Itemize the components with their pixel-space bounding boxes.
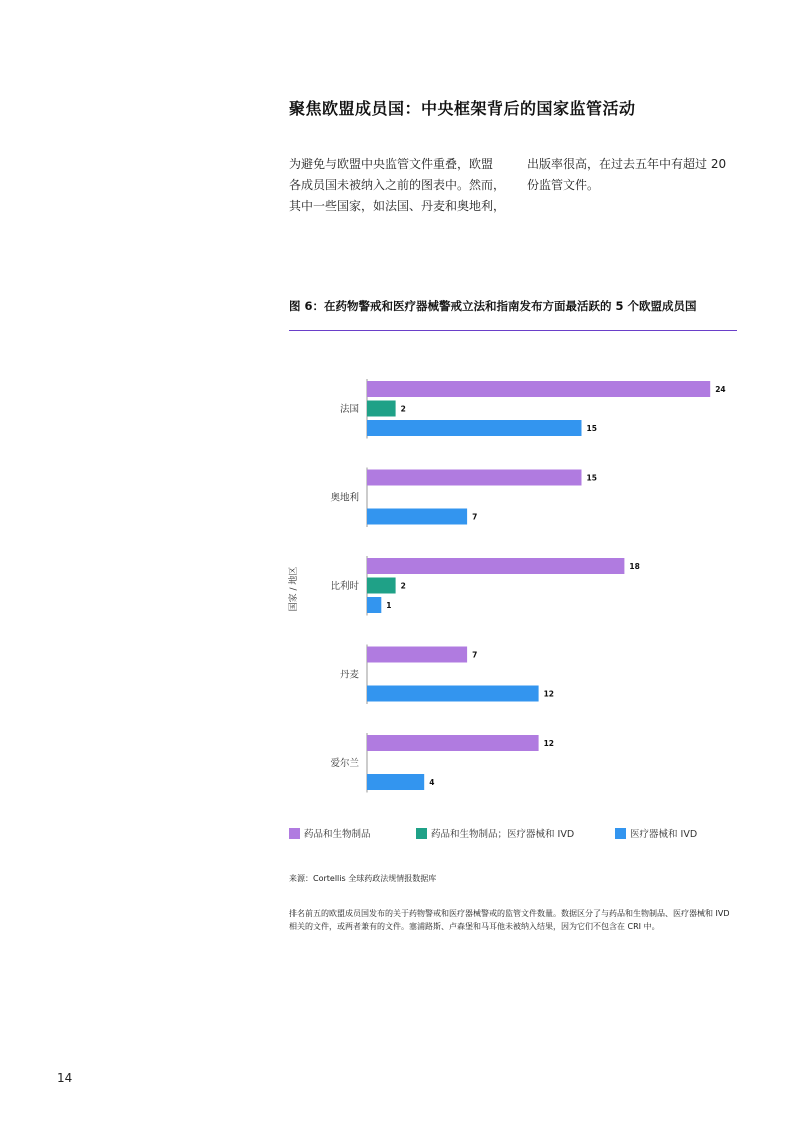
legend-swatch: [416, 828, 427, 839]
category-label: 丹麦: [339, 669, 359, 681]
paragraph-line: 各成员国未被纳入之前的图表中。然而，: [289, 178, 506, 192]
paragraph-line: 份监管文件。: [527, 178, 600, 192]
data-label: 12: [543, 689, 555, 699]
legend-swatch: [615, 828, 626, 839]
legend-item: [615, 826, 697, 840]
paragraph-left-column: [289, 154, 505, 217]
legend-item: [416, 826, 574, 840]
bar: [367, 401, 396, 417]
data-label: 2: [400, 404, 406, 414]
figure-footnote: [289, 907, 749, 933]
legend-label: 药品和生物制品: [304, 829, 371, 840]
bar: [367, 470, 582, 486]
page-number: 14: [57, 1071, 73, 1085]
data-label: 1: [386, 601, 392, 610]
footnote-line: 排名前五的欧盟成员国发布的关于药物警戒和医疗器械警戒的监管文件数量。数据区分了与药品和生物制品、医疗器械和 IVD: [289, 909, 730, 918]
y-axis-title: 国家 / 地区: [289, 566, 299, 612]
bar: [367, 686, 539, 702]
paragraph-right-column: [527, 154, 726, 196]
data-label: 15: [586, 424, 597, 433]
bar: [367, 647, 467, 663]
data-label: 12: [543, 739, 555, 748]
data-label: 15: [586, 473, 597, 483]
bar: [367, 509, 467, 525]
data-label: 18: [629, 562, 640, 571]
legend-item: [289, 826, 371, 840]
bar: [367, 578, 396, 594]
data-label: 7: [472, 512, 478, 522]
data-label: 7: [472, 650, 478, 660]
category-label: 爱尔兰: [330, 758, 359, 769]
data-label: 24: [715, 385, 726, 394]
legend-label: 医疗器械和 IVD: [630, 829, 698, 840]
bar: [367, 558, 624, 574]
paragraph-line: 其中一些国家，如法国、丹麦和奥地利，: [289, 199, 506, 213]
bar: [367, 597, 381, 613]
bar: [367, 735, 539, 751]
data-label: 2: [400, 581, 406, 591]
footnote-line: 相关的文件，或两者兼有的文件。塞浦路斯、卢森堡和马耳他未被纳入结果，因为它们不包含在 CRI 中。: [289, 922, 660, 931]
source-note: 来源：Cortellis 全球药政法规情报数据库: [289, 874, 437, 883]
paragraph-line: 为避免与欧盟中央监管文件重叠，欧盟: [289, 157, 494, 171]
paragraph-line: 出版率很高，在过去五年中有超过 20: [527, 157, 727, 171]
bar: [367, 774, 424, 790]
legend-label: 药品和生物制品；医疗器械和 IVD: [431, 829, 575, 840]
legend-swatch: [289, 828, 300, 839]
category-label: 奥地利: [330, 492, 359, 504]
section-heading: 聚焦欧盟成员国：中央框架背后的国家监管活动: [289, 99, 636, 118]
figure-title: 图 6：在药物警戒和医疗器械警戒立法和指南发布方面最活跃的 5 个欧盟成员国: [289, 299, 697, 313]
bar-chart: [280, 370, 750, 810]
bar: [367, 381, 710, 397]
data-label: 4: [429, 778, 435, 787]
bar: [367, 420, 582, 436]
category-label: 比利时: [330, 581, 359, 592]
figure-title-rule: [289, 330, 737, 331]
category-label: 法国: [339, 404, 359, 415]
